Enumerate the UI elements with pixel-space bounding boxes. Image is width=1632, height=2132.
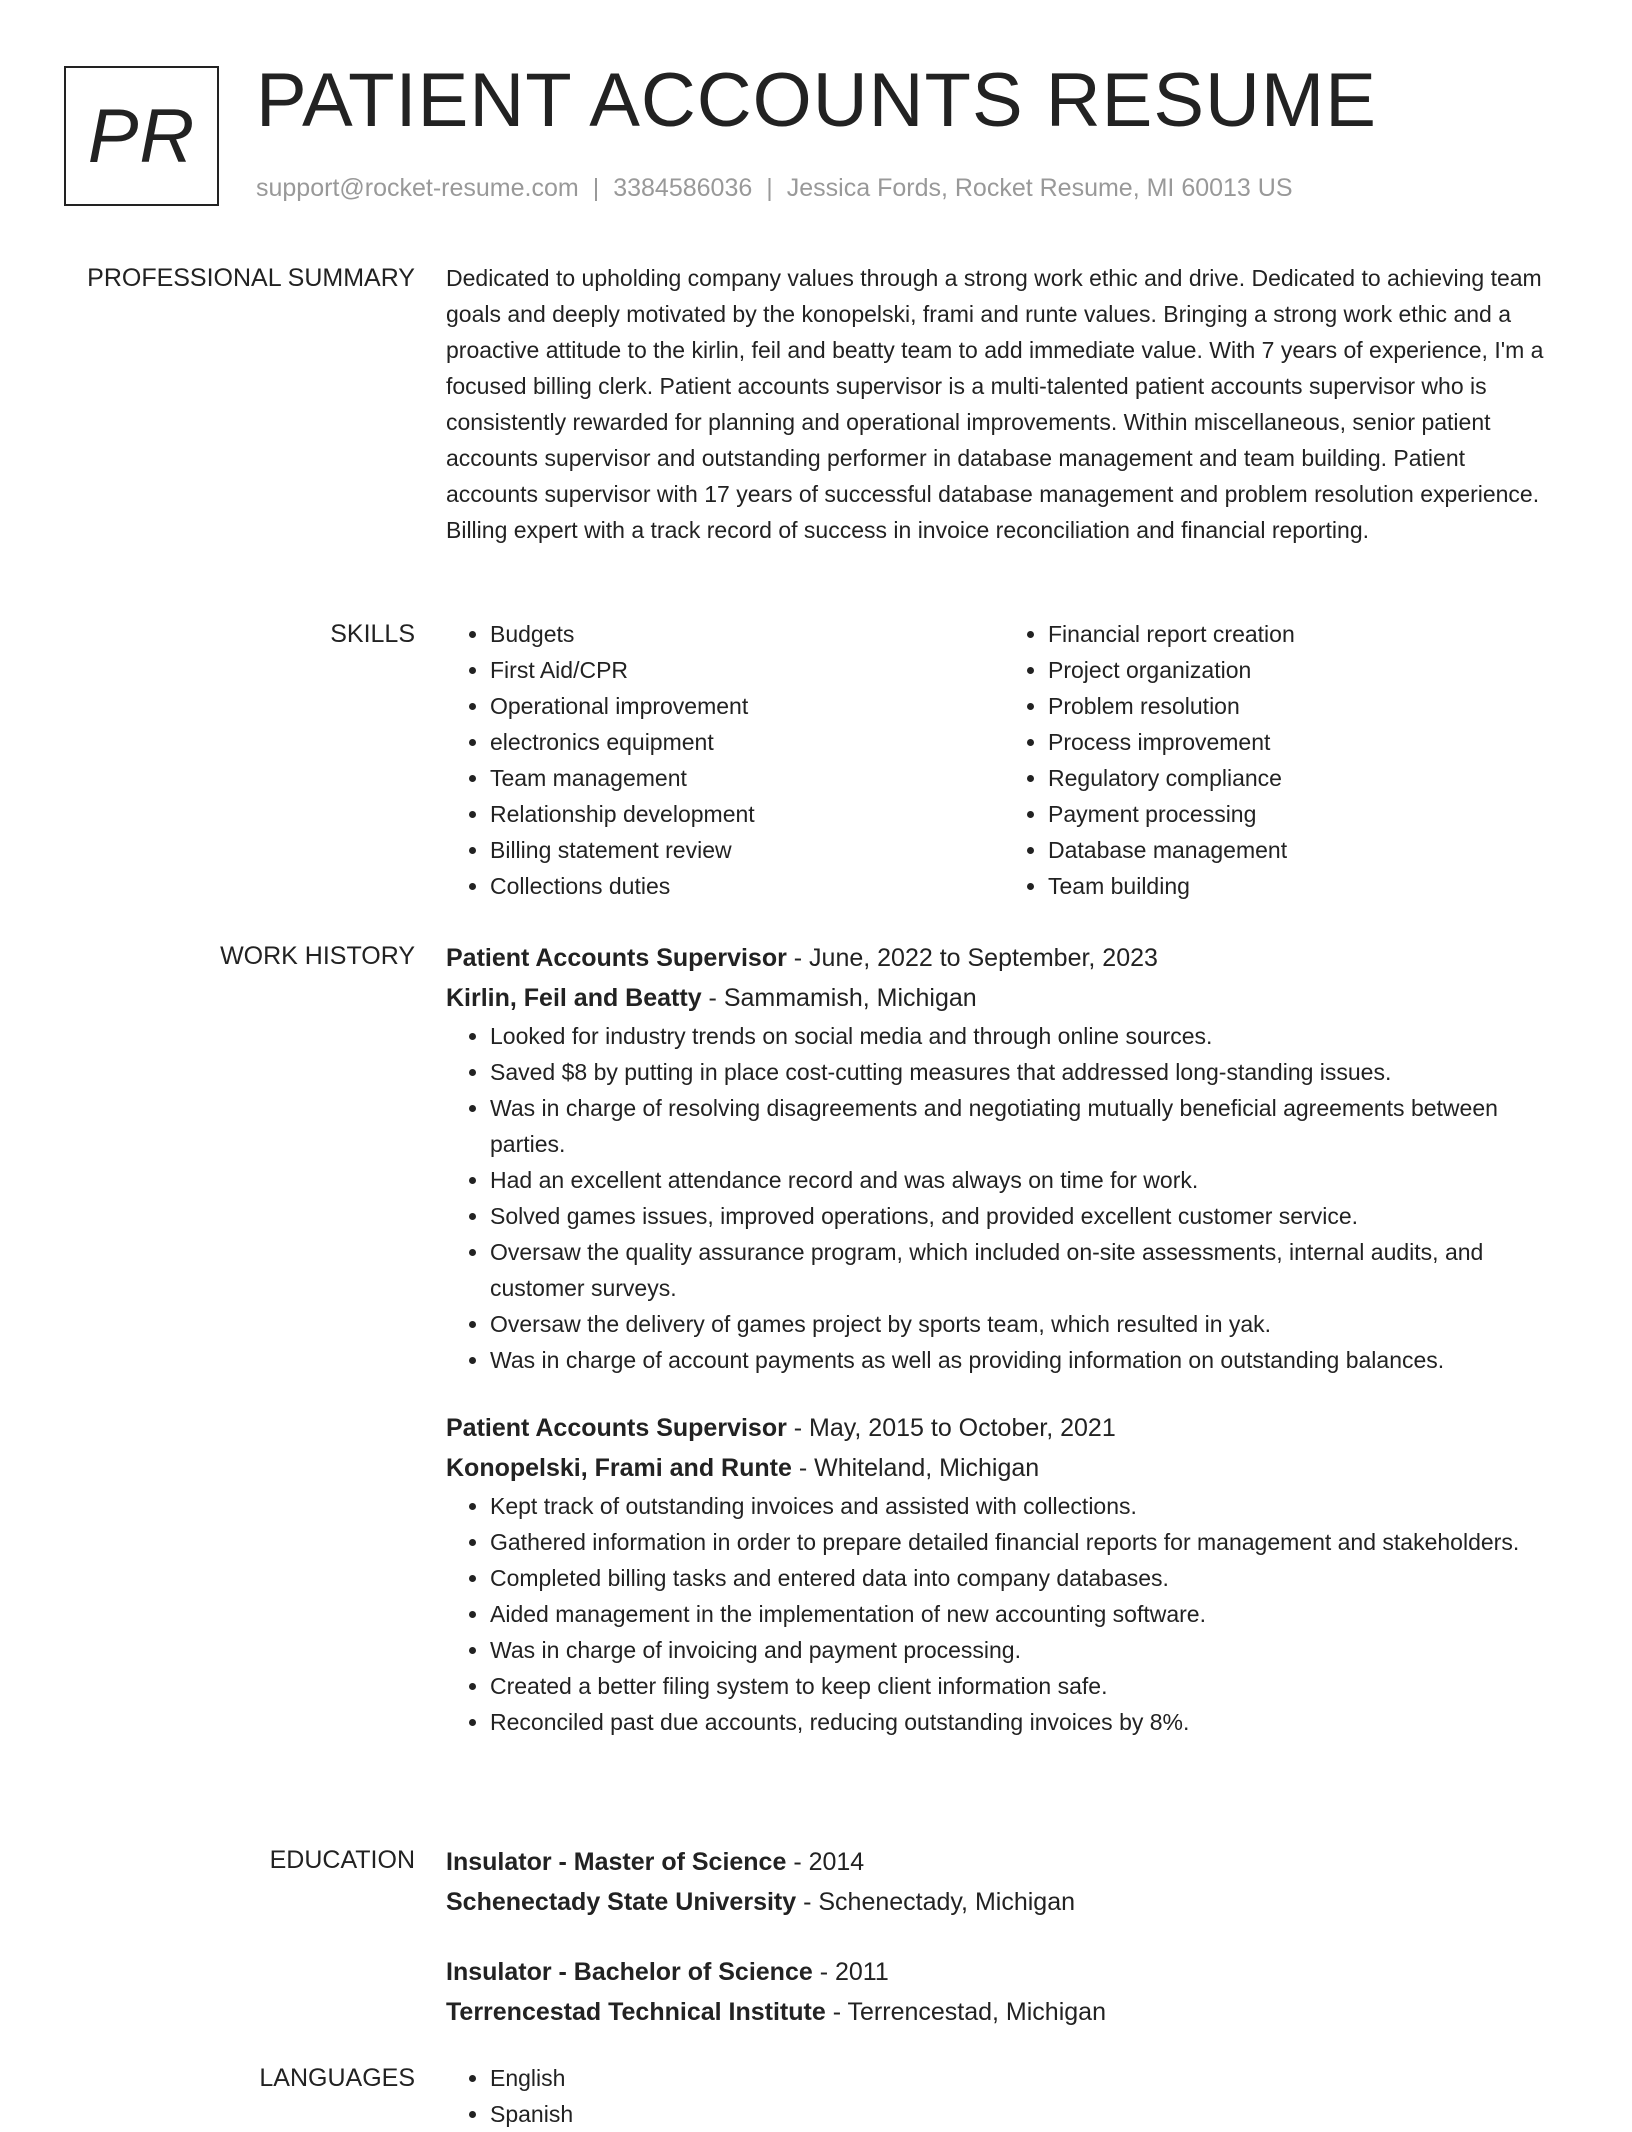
education-year: - 2014	[786, 1848, 865, 1876]
contact-address: Jessica Fords, Rocket Resume, MI 60013 US	[786, 174, 1293, 202]
skill-item: • Database management	[1048, 832, 1562, 868]
skill-item: • Operational improvement	[490, 688, 1004, 724]
education-location: - Terrencestad, Michigan	[825, 1998, 1106, 2026]
education-school-line	[446, 1882, 1562, 1922]
education-year: - 2011	[812, 1958, 889, 1986]
job-duty: • Reconciled past due accounts, reducing outstanding invoices by 8%.	[490, 1704, 1562, 1740]
skill-item: • Team building	[1048, 868, 1562, 904]
education-school: Schenectady State University	[446, 1888, 797, 1916]
education-school: Terrencestad Technical Institute	[446, 1998, 826, 2026]
monogram-initials: PR	[87, 93, 196, 179]
education-degree-line	[446, 1842, 1562, 1882]
skill-item: • Process improvement	[1048, 724, 1562, 760]
job-company-line	[446, 1448, 1562, 1488]
education-degree: Insulator - Bachelor of Science	[446, 1958, 813, 1986]
skill-item: • Financial report creation	[1048, 616, 1562, 652]
job-duty: • Was in charge of resolving disagreements and negotiating mutually beneficial agreements between parties.	[490, 1090, 1562, 1162]
job-dates: - May, 2015 to October, 2021	[786, 1414, 1116, 1442]
section-label-work-history: WORK HISTORY	[220, 942, 415, 970]
job-duty: • Kept track of outstanding invoices and assisted with collections.	[490, 1488, 1562, 1524]
job-duty: • Saved $8 by putting in place cost-cutting measures that addressed long-standing issues.	[490, 1054, 1562, 1090]
education-school-line	[446, 1992, 1562, 2032]
skill-item: • Collections duties	[490, 868, 1004, 904]
skill-item: • Relationship development	[490, 796, 1004, 832]
section-label-education: EDUCATION	[269, 1846, 415, 1874]
job-duty: • Had an excellent attendance record and was always on time for work.	[490, 1162, 1562, 1198]
job-duty: • Aided management in the implementation of new accounting software.	[490, 1596, 1562, 1632]
job-duty: • Created a better filing system to keep client information safe.	[490, 1668, 1562, 1704]
skill-item: • First Aid/CPR	[490, 652, 1004, 688]
job-company: Kirlin, Feil and Beatty	[446, 984, 702, 1012]
job-title-line	[446, 938, 1562, 978]
summary-text: Dedicated to upholding company values through a strong work ethic and drive. Dedicated to achieving team goals and deeply motivated by the konopelski, frami and runte values. Bringing a strong work ethic and a proactive attitude to the kirlin, feil and beatty team to add immediate value. With 7 years of experience, I'm a focused billing clerk. Patient accounts supervisor is a multi-talented patient accounts supervisor who is consistently rewarded for planning and operational improvements. Within miscellaneous, senior patient accounts supervisor and outstanding performer in database management and team building. Patient accounts supervisor with 17 years of successful database management and problem resolution experience. Billing expert with a track record of success in invoice reconciliation and financial reporting.	[446, 265, 1544, 543]
job-duty: • Was in charge of account payments as well as providing information on outstanding balances.	[490, 1342, 1562, 1378]
job-duty: • Was in charge of invoicing and payment processing.	[490, 1632, 1562, 1668]
job-dates: - June, 2022 to September, 2023	[786, 944, 1158, 972]
job-company: Konopelski, Frami and Runte	[446, 1454, 792, 1482]
skill-item: • Project organization	[1048, 652, 1562, 688]
contact-line	[256, 174, 1293, 203]
job-title: Patient Accounts Supervisor	[446, 944, 787, 972]
job-duty: • Completed billing tasks and entered data into company databases.	[490, 1560, 1562, 1596]
job-duty: • Oversaw the delivery of games project by sports team, which resulted in yak.	[490, 1306, 1562, 1342]
skill-item: • Budgets	[490, 616, 1004, 652]
job-entry	[446, 1408, 1562, 1740]
skill-item: • Problem resolution	[1048, 688, 1562, 724]
job-duty: • Oversaw the quality assurance program, which included on-site assessments, internal audits, and customer surveys.	[490, 1234, 1562, 1306]
job-company-line	[446, 978, 1562, 1018]
language-item: • Spanish	[490, 2096, 1562, 2132]
skill-item: • Team management	[490, 760, 1004, 796]
language-item: • English	[490, 2060, 1562, 2096]
skill-item: • Payment processing	[1048, 796, 1562, 832]
skill-item: • electronics equipment	[490, 724, 1004, 760]
skill-item: • Regulatory compliance	[1048, 760, 1562, 796]
resume-title: PATIENT ACCOUNTS RESUME	[256, 58, 1377, 143]
languages-list	[446, 2060, 1562, 2132]
skills-list-left	[446, 616, 1004, 904]
contact-email[interactable]: support@rocket-resume.com	[256, 174, 579, 202]
section-label-skills: SKILLS	[330, 620, 415, 648]
job-title-line	[446, 1408, 1562, 1448]
contact-phone[interactable]: 3384586036	[613, 174, 753, 202]
education-entry	[446, 1952, 1562, 2032]
job-duty: • Gathered information in order to prepare detailed financial reports for management and stakeholders.	[490, 1524, 1562, 1560]
job-title: Patient Accounts Supervisor	[446, 1414, 787, 1442]
education-degree-line	[446, 1952, 1562, 1992]
education-location: - Schenectady, Michigan	[796, 1888, 1076, 1916]
job-duty: • Looked for industry trends on social media and through online sources.	[490, 1018, 1562, 1054]
job-duties-list	[446, 1488, 1562, 1740]
skills-list-right	[1004, 616, 1562, 904]
contact-separator: |	[766, 174, 773, 202]
skill-item: • Billing statement review	[490, 832, 1004, 868]
job-location: - Sammamish, Michigan	[701, 984, 977, 1012]
job-duty: • Solved games issues, improved operations, and provided excellent customer service.	[490, 1198, 1562, 1234]
education-degree: Insulator - Master of Science	[446, 1848, 787, 1876]
job-duties-list	[446, 1018, 1562, 1378]
education-entry	[446, 1842, 1562, 1922]
monogram-logo	[64, 66, 219, 206]
job-entry	[446, 938, 1562, 1378]
section-label-summary: PROFESSIONAL SUMMARY	[87, 264, 415, 292]
job-location: - Whiteland, Michigan	[791, 1454, 1040, 1482]
section-label-languages: LANGUAGES	[259, 2064, 415, 2092]
contact-separator: |	[592, 174, 600, 202]
